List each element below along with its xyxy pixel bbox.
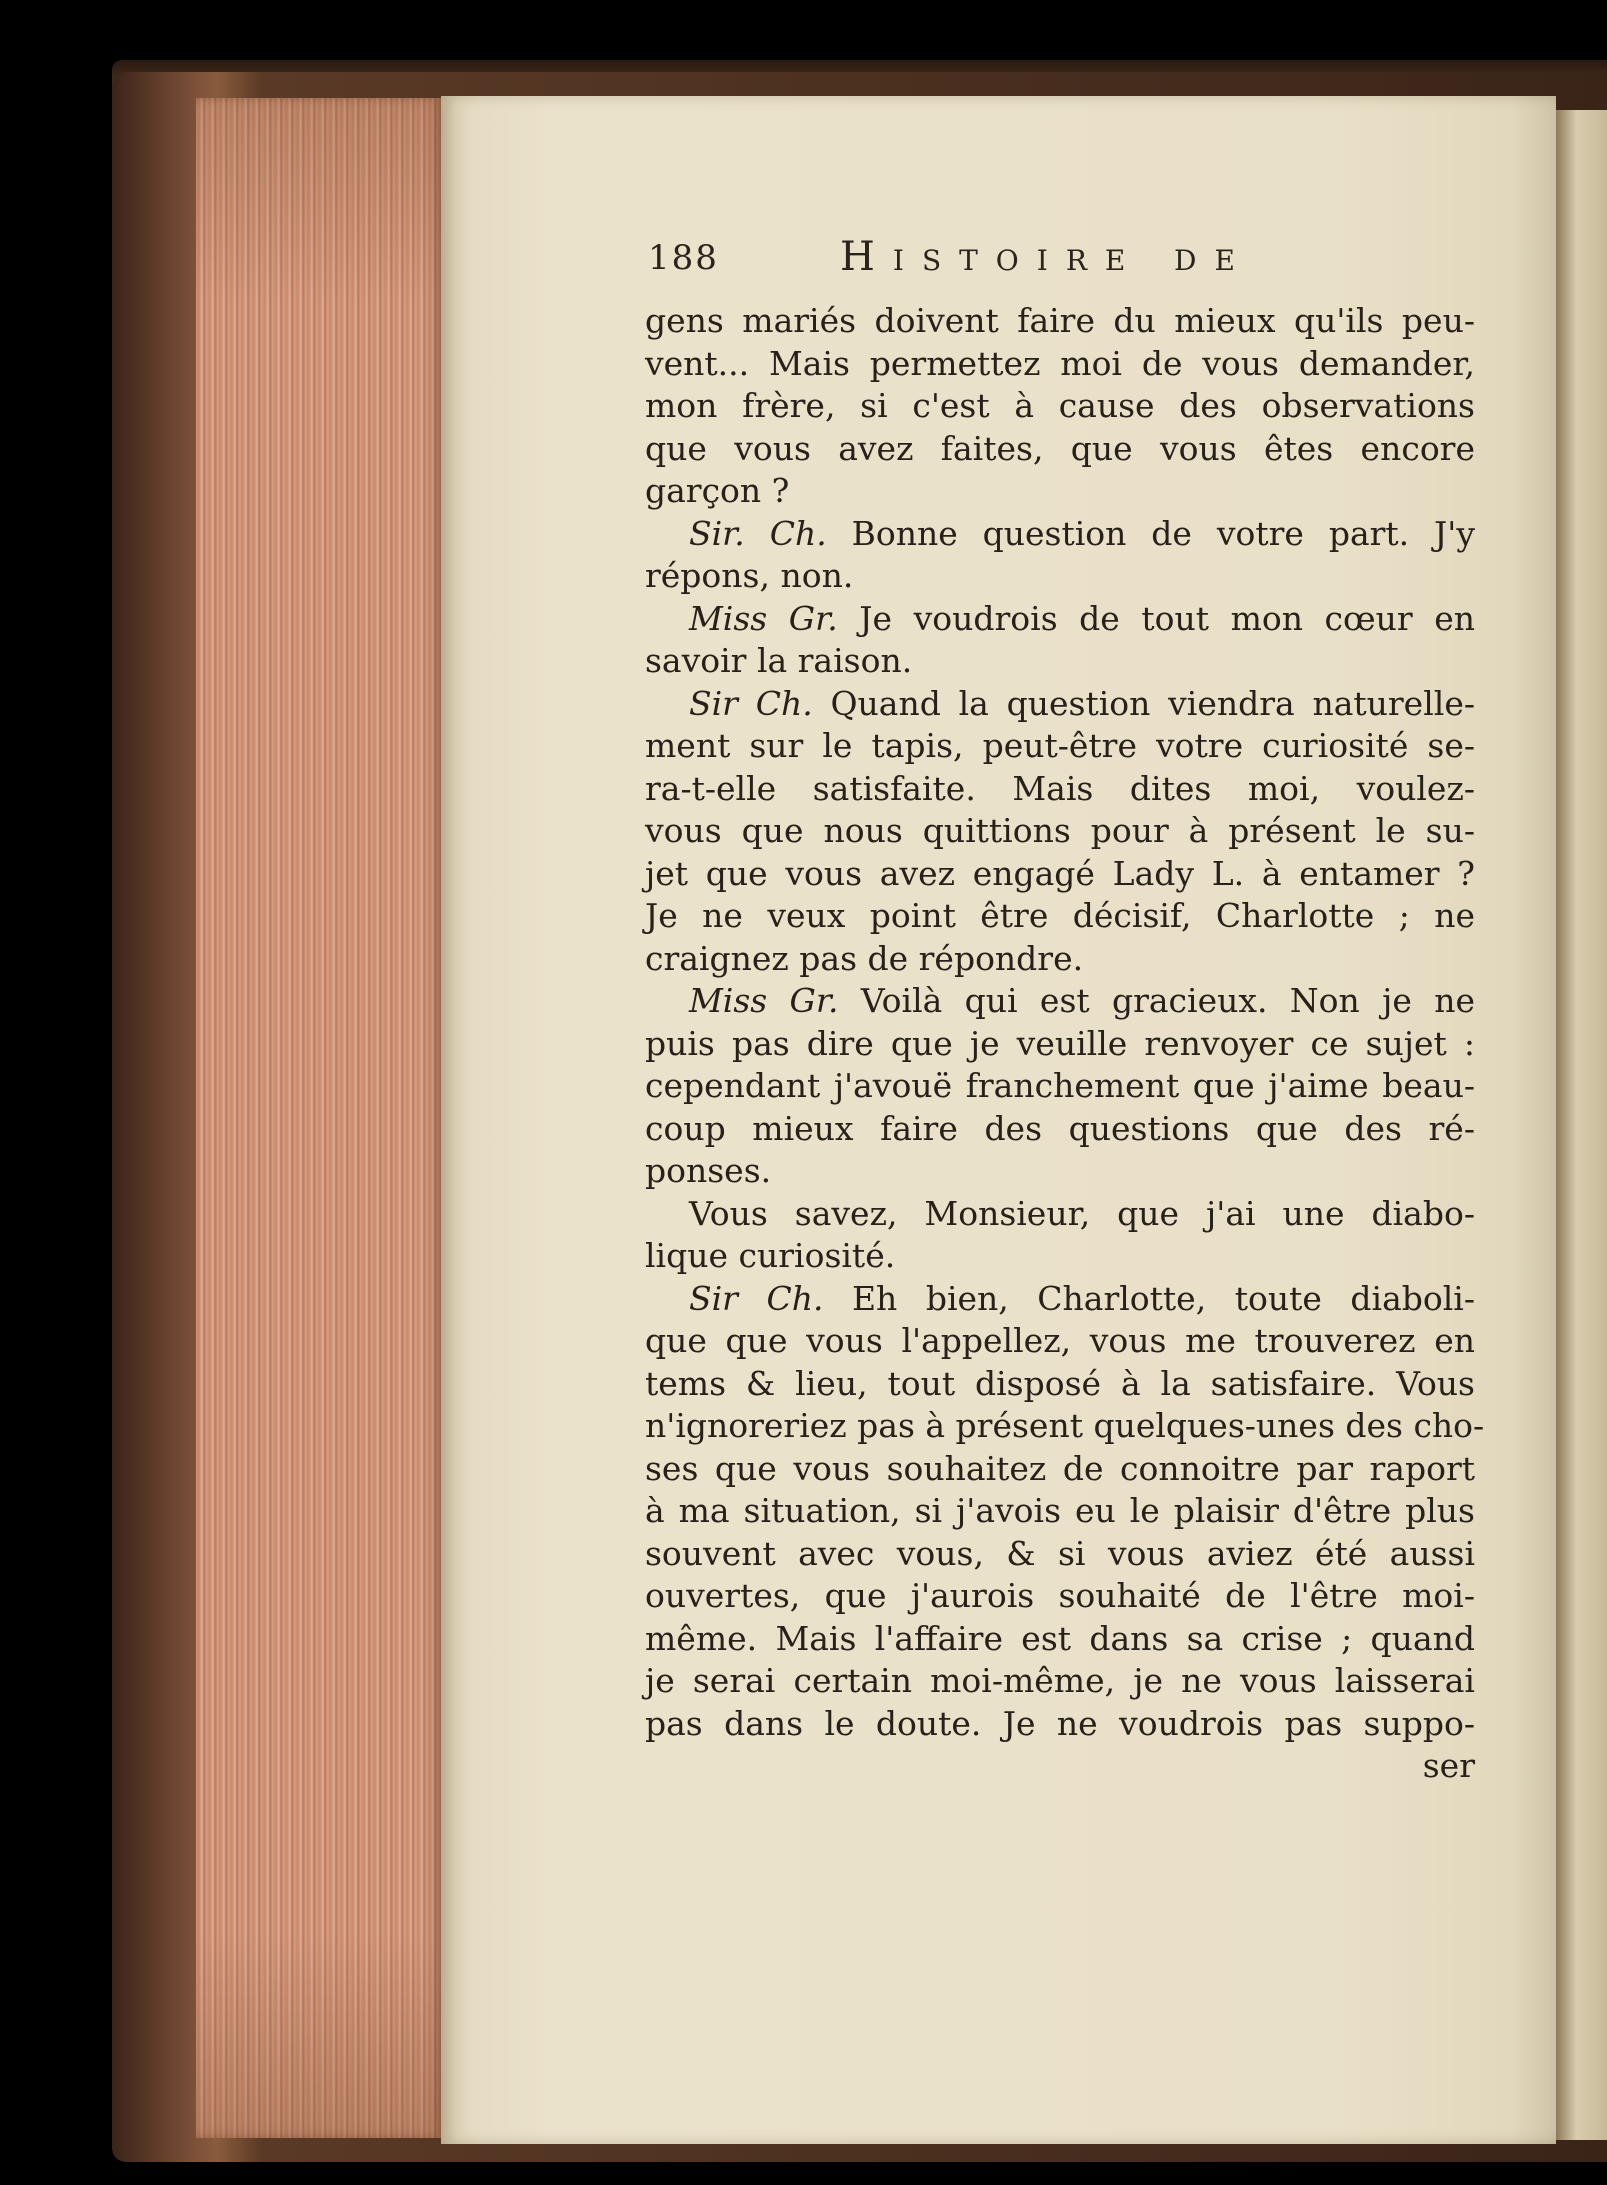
line-text: vous que nous quittions pour à présent le su- [645,811,1475,850]
line-text: tems & lieu, tout disposé à la satisfaire. Vous [645,1363,1475,1403]
text-line [645,1660,1475,1703]
text-line [645,640,1475,683]
text-line [645,853,1475,896]
text-line [645,1023,1475,1066]
page-header [648,234,1468,298]
line-text: Eh bien, Charlotte, toute diaboli- [823,1278,1476,1318]
line-text: que que vous l'appellez, vous me trouverez en [645,1321,1475,1360]
text-line [645,768,1475,811]
text-line [645,1193,1475,1236]
catchword: ser [1422,1746,1475,1785]
text-line [645,938,1475,981]
text-line [645,385,1475,428]
speaker-name: Sir. Ch. [689,513,827,553]
line-text: cependant j'avouë franchement que j'aime beau- [645,1066,1475,1105]
text-line [645,1320,1475,1363]
line-text: gens mariés doivent faire du mieux qu'ils peu- [645,301,1475,340]
text-line [645,1108,1475,1151]
text-line [645,1618,1475,1661]
text-line [645,1065,1475,1108]
text-line [645,300,1475,343]
text-line [645,428,1475,471]
text-line [645,810,1475,853]
text-line [645,1703,1475,1746]
text-line [645,1448,1475,1491]
facing-page-edge [1556,110,1607,2140]
text-line [645,1405,1485,1448]
text-line [645,1533,1475,1576]
speaker-name: Sir Ch. [689,1278,824,1318]
text-line [645,1363,1475,1406]
text-line [645,470,1475,513]
line-text: ponses. [645,1151,772,1190]
line-text: jet que vous avez engagé Lady L. à entamer ? [645,853,1475,893]
line-text: Je ne veux point être décisif, Charlotte ; ne [645,896,1475,935]
line-text: ouvertes, que j'aurois souhaité de l'être moi- [645,1576,1475,1615]
page-number: 188 [648,238,719,278]
line-text: ra-t-elle satisfaite. Mais dites moi, voulez- [645,768,1475,808]
line-text: Je voudrois de tout mon cœur en [837,598,1475,638]
line-text: garçon ? [645,471,790,510]
text-line [645,1575,1475,1618]
line-text: craignez pas de répondre. [645,938,1084,978]
line-text: n'ignoreriez pas à présent quelques-unes des cho- [645,1406,1485,1445]
line-text: Bonne question de votre part. J'y [826,513,1475,553]
text-line [645,1278,1475,1321]
page-edges [196,98,441,2138]
line-text: coup mieux faire des questions que des ré- [645,1108,1475,1148]
text-line [645,895,1475,938]
speaker-name: Sir Ch. [689,683,813,723]
text-line [645,683,1475,726]
line-text: souvent avec vous, & si vous aviez été aussi [645,1533,1475,1573]
line-text: Voilà qui est gracieux. Non je ne [838,981,1475,1020]
text-line [645,598,1475,641]
line-text: puis pas dire que je veuille renvoyer ce sujet : [645,1023,1475,1063]
line-text: répons, non. [645,556,854,595]
text-line [645,725,1475,768]
line-text: savoir la raison. [645,641,913,680]
line-text: ses que vous souhaitez de connoitre par raport [645,1448,1475,1488]
text-line [645,1150,1475,1193]
speaker-name: Miss Gr. [689,981,839,1020]
running-title: Histoire de [840,234,1253,280]
line-text: à ma situation, si j'avois eu le plaisir d'être plus [645,1491,1475,1530]
text-line [645,555,1475,598]
body-text [645,300,1485,1785]
line-text: que vous avez faites, que vous êtes encore [645,428,1475,468]
line-text: Vous savez, Monsieur, que j'ai une diabo- [689,1193,1475,1233]
line-text: lique curiosité. [645,1236,896,1275]
text-line [645,1235,1475,1278]
line-text: même. Mais l'affaire est dans sa crise ; quand [645,1618,1475,1658]
line-text: ment sur le tapis, peut-être votre curiosité se- [645,726,1475,765]
line-text: je serai certain moi-même, je ne vous laisserai [645,1661,1475,1700]
line-text: vent... Mais permettez moi de vous demander, [645,343,1475,383]
text-line [645,343,1475,386]
text-line [645,513,1475,556]
line-text: Quand la question viendra naturelle- [812,683,1476,723]
line-text: mon frère, si c'est à cause des observations [645,386,1475,425]
line-text: pas dans le doute. Je ne voudrois pas suppo- [645,1703,1475,1743]
speaker-name: Miss Gr. [689,598,838,638]
text-line [645,1490,1475,1533]
text-line [645,980,1475,1023]
